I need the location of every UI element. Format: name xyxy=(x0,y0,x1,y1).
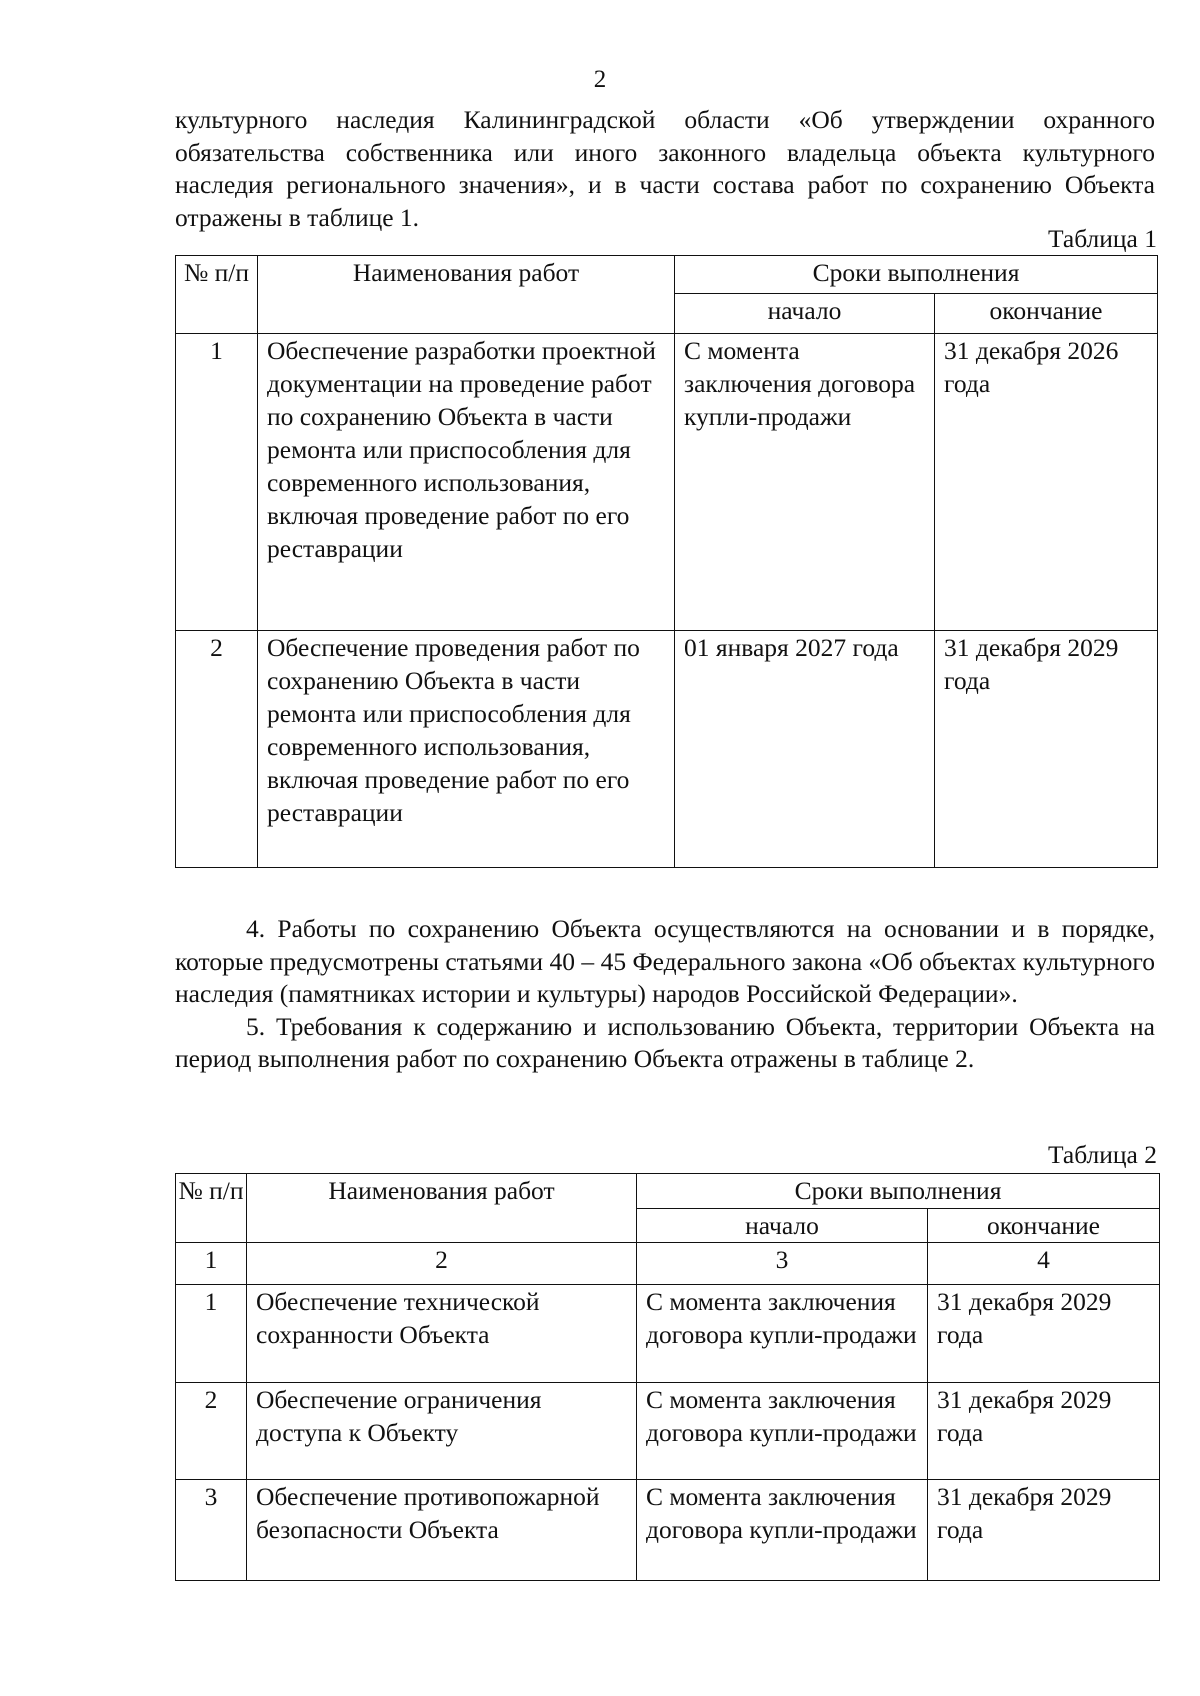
table-1-row-2-start: 01 января 2027 года xyxy=(675,631,935,868)
table-2-col-number-4: 4 xyxy=(928,1243,1160,1285)
table-2-col-number-2: 2 xyxy=(247,1243,637,1285)
table-2-row-1-num: 1 xyxy=(176,1285,247,1383)
table-2-header-terms: Сроки выполнения xyxy=(637,1174,1160,1209)
table-1-row-1-end: 31 декабря 2026 года xyxy=(935,334,1158,631)
table-row xyxy=(176,1383,1160,1480)
table-1-header-start: начало xyxy=(675,294,935,334)
table-1-header-row xyxy=(176,256,1158,294)
table-2-header-row xyxy=(176,1174,1160,1209)
table-2-row-3-end: 31 декабря 2029 года xyxy=(928,1480,1160,1581)
page-number: 2 xyxy=(593,66,607,93)
table-2-row-1-end: 31 декабря 2029 года xyxy=(928,1285,1160,1383)
table-1-header-num: № п/п xyxy=(176,256,258,334)
table-2-row-3-name: Обеспечение противопожарной безопасности Объекта xyxy=(247,1480,637,1581)
table-1 xyxy=(175,255,1158,868)
table-2-col-number-1: 1 xyxy=(176,1243,247,1285)
paragraph-5: 5. Требования к содержанию и использованию Объекта, территории Объекта на период выполнения работ по сохранению Объекта отражены в таблице 2. xyxy=(175,1011,1155,1073)
paragraph-4: 4. Работы по сохранению Объекта осуществляются на основании и в порядке, которые предусмотрены статьями 40 – 45 Федерального закона «Об объектах культурного наследия (памятниках истории и культуры) народов Российской Федерации». xyxy=(175,914,1155,1008)
table-row xyxy=(176,631,1158,868)
table-2-row-3-num: 3 xyxy=(176,1480,247,1581)
table-2-row-2-end: 31 декабря 2029 года xyxy=(928,1383,1160,1480)
intro-paragraph xyxy=(175,104,1155,234)
table-2-header-end: окончание xyxy=(928,1209,1160,1243)
table-2-row-2-name: Обеспечение ограничения доступа к Объекту xyxy=(247,1383,637,1480)
table-1-row-2-end: 31 декабря 2029 года xyxy=(935,631,1158,868)
table-1-row-1-num: 1 xyxy=(176,334,258,631)
table-row xyxy=(176,334,1158,631)
body-paragraphs xyxy=(175,913,1155,1076)
table-2-header-name: Наименования работ xyxy=(247,1174,637,1243)
table-1-row-2-name: Обеспечение проведения работ по сохранению Объекта в части ремонта или приспособления для современного использования, включая проведение работ по его реставрации xyxy=(258,631,675,868)
table-2-caption: Таблица 2 xyxy=(1047,1140,1157,1169)
table-1-row-1-start: С момента заключения договора купли-продажи xyxy=(675,334,935,631)
table-2-row-3-start: С момента заключения договора купли-продажи xyxy=(637,1480,928,1581)
table-2-row-2-num: 2 xyxy=(176,1383,247,1480)
table-1-header-end: окончание xyxy=(935,294,1158,334)
table-2-header-num: № п/п xyxy=(176,1174,247,1243)
table-1-row-2-num: 2 xyxy=(176,631,258,868)
table-2-column-numbers-row xyxy=(176,1243,1160,1285)
table-2 xyxy=(175,1173,1160,1581)
table-1-header-terms: Сроки выполнения xyxy=(675,256,1158,294)
intro-text: культурного наследия Калининградской области «Об утверждении охранного обязательства собственника или иного законного владельца объекта культурного наследия регионального значения», и в части состава работ по сохранению Объекта отражены в таблице 1. xyxy=(175,105,1155,232)
table-1-caption: Таблица 1 xyxy=(1047,224,1157,253)
table-2-row-1-name: Обеспечение технической сохранности Объекта xyxy=(247,1285,637,1383)
table-2-header-start: начало xyxy=(637,1209,928,1243)
table-1-row-1-name: Обеспечение разработки проектной документации на проведение работ по сохранению Объекта в части ремонта или приспособления для современного использования, включая проведение работ по его реставрации xyxy=(258,334,675,631)
table-1-header-name: Наименования работ xyxy=(258,256,675,334)
table-row xyxy=(176,1285,1160,1383)
table-2-row-2-start: С момента заключения договора купли-продажи xyxy=(637,1383,928,1480)
table-2-col-number-3: 3 xyxy=(637,1243,928,1285)
table-2-row-1-start: С момента заключения договора купли-продажи xyxy=(637,1285,928,1383)
table-row xyxy=(176,1480,1160,1581)
